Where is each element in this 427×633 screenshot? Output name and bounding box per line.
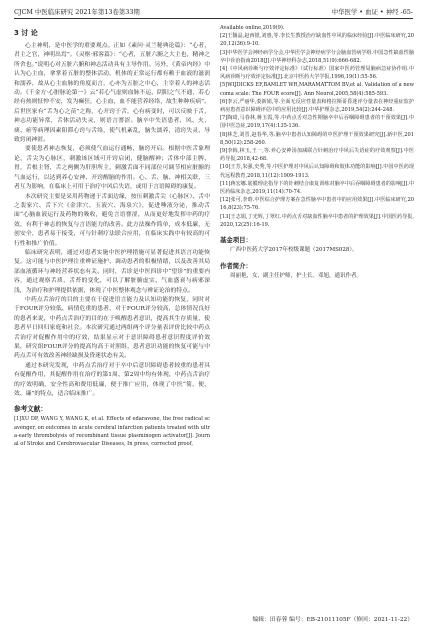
body-paragraph-3: 本次研究主要是采用药物递于舌面边缘，按压刺激舌尖（心脉区）、舌中之裴家穴、舌下穴《金津穴、玉液穴、海泉穴》，促进唾液分泌，推动舌面“心脑血液运行及药物的吸收，避免言语謇涩，从而更好地发挥中药的疗效，有利于神志的恢复与言语能力的改善。此方法操作简单，成本低廉，无创安全，患者易于接受，可与针刺疗法联合应用，在临床实践中有较高的可行性和推广价值。 (14, 193, 210, 247)
body-paragraph-4: 临床研究表明，通过对患者实施中医护理措施可显著促进其语言功能恢复。这可能与中医护理注重辨证施护、调动患者的积极情绪，以及改善其局部血液循环与神经营养状态有关。同时，舌诊是中医四诊中“望诊”的重要内容，通过观察舌质、舌苔的变化，可以了解脏腑虚实、气血盛衰与病邪深浅，为治疗和护理提供依据，体现了中医整体观念与辨证论治的特点。 (14, 249, 210, 294)
author-title: 作者简介： (220, 262, 252, 271)
body-paragraph-1: 心主神明，是中医学的重要观点。正如《素问·灵兰秘典论篇》：“心者，君主之官，神明出焉”。《灵枢·邪客篇》：“心者，五脏六腑之大主也，精神之所舍也。”说明心对五脏六腑和神志活动具有主导作用。另外，《黄帝内经》中认为心主血，拿掌着五脏的整体活动，机体的正常运行都有赖于血液的滋润和濡养，故从心主血脉的角度而言，心亦为五脏之中心，主宰着人的神志活动。《千金方·心脏脉论第一》云“若心气虚则血脉不运，阴阳之气不通，若心经有热则怔忡不安，发为癫狂，心主血，血不能营养经络，故生种种疾病”。后世医家有“舌为心之苗”之称，心开窍于舌，心有病变时，可以反映于舌，神志功能异常，舌体活动失灵，则语言謇涩。脑卒中失语患者，风、火、痰、瘀等病理因素阻滞心窍与舌络，使气机紊乱，脑失濡养，清窍失灵，导致窍闭神匿。 (14, 43, 210, 144)
body-paragraph-5: 中药点舌治疗的目的主要在于促进语言能力及认知功能的恢复，同时对于FOUR评分较低、病情危重的患者，对于FOUR评分较高，总体情况良好的患者来说，中药点舌治疗的目的在于唤醒患者意识，提高其生存质量，使患者早日回归家庭和社会。本次研究通过两组两个评分量表评价比较中药点舌治疗对促醒作用中的疗效，结果显示对于意识障碍患者意识程度评价效果，研究组FOUR评分的提高均高于对照组，患者意识功能的恢复可能与中药点舌可有效改善神经缺损及昏迷状态有关。 (14, 296, 210, 360)
reference-item: [12]张可,李晗.中医综合护理方案在急性脑卒中患者中的应用效果[J].中医临床研究,2016,8(23):75-76. (220, 197, 414, 212)
journal-header-right: 中华医学 • 血证 • 神经 -65- (331, 8, 413, 16)
reference-item: [9]李韩,林玉,王一,等.养心安神汤加减联合针刺治疗中风后失语症的疗效观察[J].中医药导报,2018,42-68. (220, 148, 414, 163)
reference-item: [2]王馥晶,赵西银,刘惠,等.李长生教授治疗缺血性中风的临床经验[J].中医临床研究,2020,12(36):9-10. (220, 33, 414, 48)
funding-text: 广西中医药大学2017年校级课题（2017MS028）。 (230, 247, 358, 254)
body-paragraph-6: 通过本研究发现，中药点舌治疗对于卒中后意识障碍患者较重的患者具有促醒作用，其促醒作用在治疗的第1周、第2周中均有体现，中药点舌治疗的疗效明确，安全性高和费用低廉，便于推广应用，体现了中医“简、便、效、廉”的特点，适合临床推广。 (14, 362, 210, 398)
funding-title: 基金项目： (220, 236, 252, 245)
reference-item: [4]《中风病诊断与疗效评定标准》（试行标准）国家中医药管理局脑病急症协作组.中风病诊断与疗效评定标准[J].北京中医药大学学报,1996,19(1):55-56. (220, 66, 414, 81)
page-header (14, 6, 413, 19)
reference-item: [10]王芳,朱强,史秀,等.中医护理对中风后认知障碍和肢体功能的影响[J].中国中医药现代远程教育,2018,11(12):1909-1913. (220, 164, 414, 179)
journal-header-left: CJCM 中医临床研究 2021年第13卷第33期 (14, 8, 140, 16)
reference-list-right (220, 24, 414, 229)
reference-list-left (14, 415, 210, 448)
reference-item: [7]陶琦,马春林,蒋玉霞,等.中药点舌对急性期脑卒中后吞咽障碍患者的干预效果[J].中国中医急症,2019,17(4):135-136. (220, 115, 414, 130)
left-column (14, 24, 210, 614)
right-column (220, 24, 414, 624)
reference-item: [8]林芝,刘晋,赵春华,等.脑卒中患者认知障碍的中医护理干预效果研究[J].新中医,2018,50(12):258-260. (220, 131, 414, 146)
references-title: 参考文献： (14, 405, 47, 414)
section-title: 3 讨 论 (14, 29, 38, 37)
reference-item: [5]WIJDICKS EF,BAMLET WR,MARAMATTOM BV,et al. Validation of a new coma scale: The FOUR score[J]. Ann Neurol,2005,58(4):585-593. (220, 82, 414, 97)
reference-item: [11]蒋宏娜.筋膜理论指导下的针刺结合康复训练对脑卒中后吞咽障碍患者的影响[J].中医药临床杂志,2019,11(14):70-74. (220, 180, 414, 196)
reference-item: [1]XU DP, WANG Y, WANG K, et al. Effects of edaravone, the free radical scavenger, on outcomes in acute cerebral infarction patients treated with ultra-early thrombolysis of recombinant tissue plasminogen activator[J]. Journal of Stroke and Cerebrovascular Diseases, In press, corrected proof, (14, 416, 210, 448)
author-text: 周丽艳，女，副主任护师，护士长。邓旭，通讯作者。 (230, 273, 363, 280)
reference-item: Available online,2019(9). (220, 25, 285, 31)
editor-footer: 编辑：田春蓉 编号：EB-21011105F（修回：2021-11-22） (252, 617, 413, 623)
reference-item: [3]中华医学会神经病学分会,中华医学会神经病学分会脑血管病学组.中国急性缺血性脑卒中诊治指南2018[J].中华神经科杂志,2018,51(9):666-682. (220, 49, 414, 64)
reference-item: [6]李云,严丽华,娄新娟,等.全面无反应性量表和格拉斯哥昏迷评分量表在神经重症监护病房患者意识障碍评估中的应用比较[J].中华护理杂志,2019,54(2):244-248. (220, 98, 414, 114)
reference-item: [13]王志娟,丁光辉,丁翠红.中药点舌对缺血性脑卒中患者的护理效果[J].中国医药导报,2020,12(25):16-19. (220, 213, 414, 228)
body-paragraph-2: 要使患者神志恢复，必须使气血运行通畅，脑窍开启。根据中医舌象理论，舌尖为心脉区，刺激该区域可开窍启闭，健脑醒神；舌体中部主脾、胃，舌根主肾，舌之两侧为肝胆所主，刺激舌面不同部位可调节相应脏腑的气血运行，以达到养心安神、开窍醒脑的作用。心、舌、脑、神相关联，三者互为影响，在临床上可用于治疗中风后失语，或用于言语障碍的康复。 (14, 146, 210, 191)
